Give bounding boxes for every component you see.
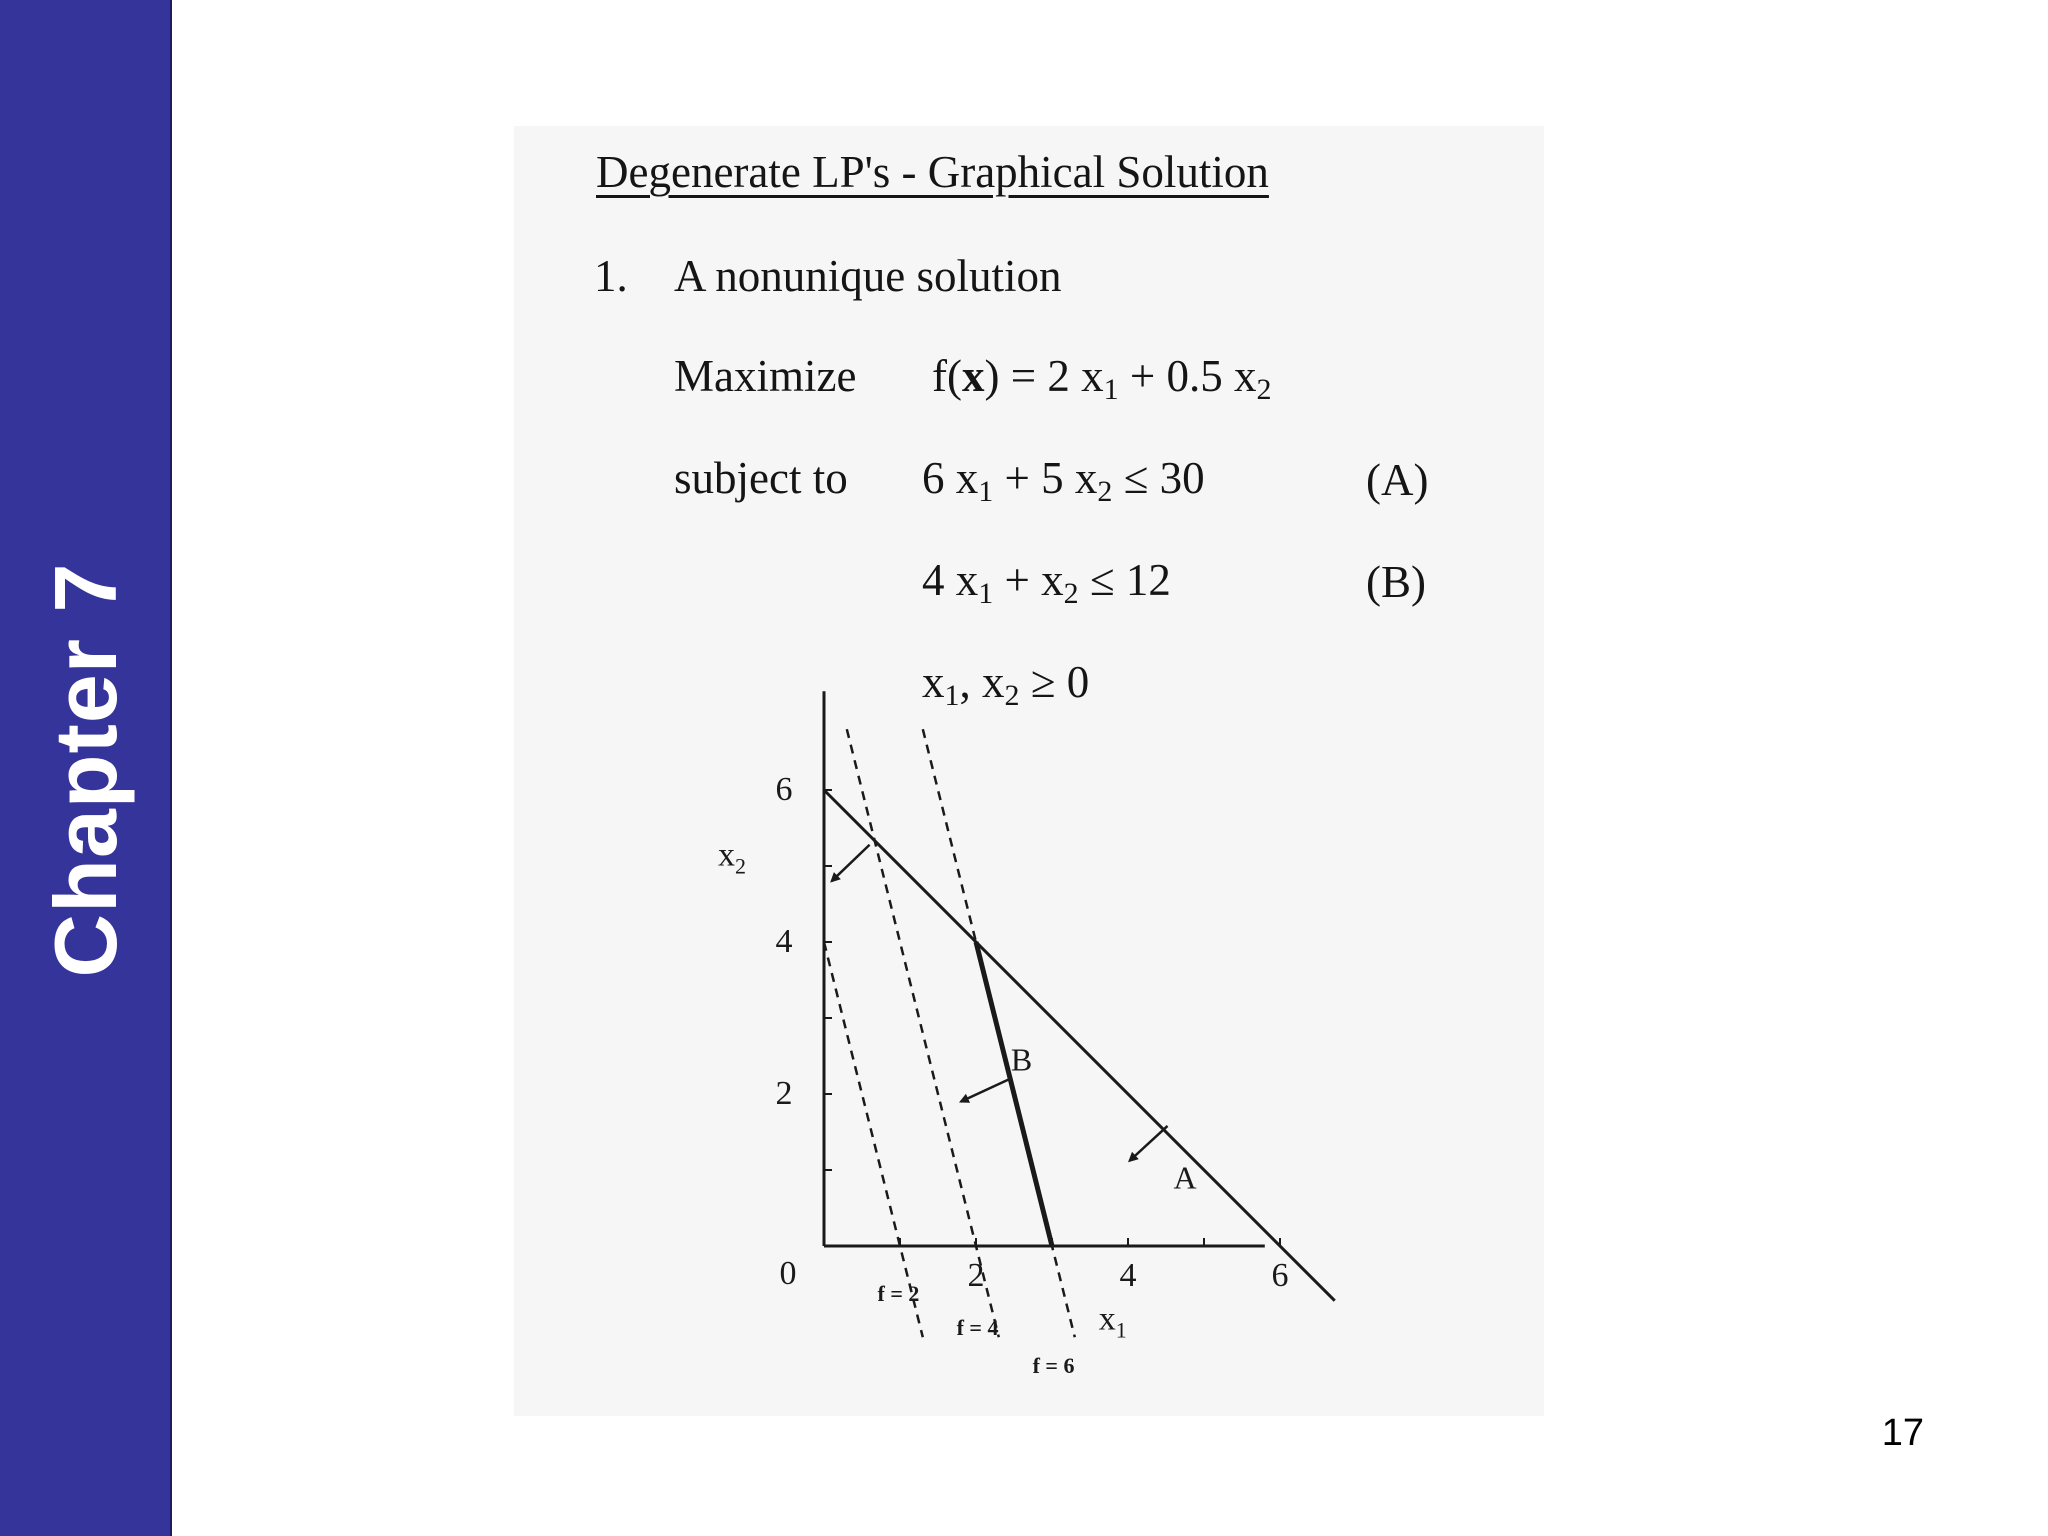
chapter-sidebar <box>0 0 172 1536</box>
constraints-keyword: subject to <box>674 453 848 503</box>
constraint-b-tag: (B) <box>1366 557 1426 607</box>
objective-mid: + 0.5 x <box>1129 351 1257 401</box>
x-axis-label-text: x <box>1098 1300 1116 1338</box>
y-tick-label: 4 <box>775 923 793 960</box>
objective-sub-2: 2 <box>1256 373 1272 406</box>
y-tick-label: 6 <box>775 771 793 808</box>
line-b-label: B <box>1010 1041 1033 1078</box>
objective-sub-1: 1 <box>1103 373 1119 406</box>
document-title: Degenerate LP's - Graphical Solution <box>596 147 1269 197</box>
y-axis-label-text: x <box>718 836 735 874</box>
f-line-label: f = 6 <box>1032 1353 1075 1378</box>
objective-lhs-f: f( <box>932 351 962 401</box>
constraint-a-pre: 6 x <box>922 453 979 503</box>
y-axis-label-sub: 2 <box>735 853 746 879</box>
nonneg-sub-1: 1 <box>944 679 960 712</box>
x-tick-label: 2 <box>967 1257 985 1294</box>
constraint-a-tag: (A) <box>1366 455 1429 505</box>
constraint-b-mid: + x <box>1004 555 1064 605</box>
constraint-a-arrow-upper <box>832 845 870 881</box>
constraint-b-arrow <box>961 1079 1010 1102</box>
objective-line-1 <box>824 942 923 1337</box>
constraint-a-mid: + 5 x <box>1004 453 1098 503</box>
x-tick-label: 6 <box>1271 1257 1289 1294</box>
objective-rhs: = 2 x <box>1010 351 1104 401</box>
objective-lhs-close: ) <box>984 351 1000 401</box>
axes-layer <box>824 691 1280 1246</box>
x-axis-label-sub: 1 <box>1115 1317 1127 1343</box>
page-number: 17 <box>1881 1412 1924 1454</box>
constraint-line-a <box>824 790 1335 1301</box>
chapter-label: Chapter 7 <box>36 562 135 978</box>
constraint-b-pre: 4 x <box>922 555 979 605</box>
f-line-label: f = 4 <box>956 1315 999 1340</box>
nonneg-pre: x <box>922 657 945 707</box>
item-number: 1. <box>594 251 628 301</box>
y-tick-label: 2 <box>775 1075 793 1112</box>
line-a-label: A <box>1173 1159 1197 1196</box>
constraint-b-post: ≤ 12 <box>1089 555 1171 605</box>
constraint-b-sub-1: 1 <box>978 577 994 610</box>
scanned-page <box>514 126 1544 1416</box>
constraint-a-post: ≤ 30 <box>1123 453 1205 503</box>
y-axis-label <box>718 837 746 880</box>
objective-lhs-x: x <box>961 351 985 401</box>
origin-label: 0 <box>779 1255 797 1292</box>
f-line-label: f = 2 <box>877 1281 920 1306</box>
x-axis-label <box>1099 1301 1127 1344</box>
nonneg-sub-2: 2 <box>1004 679 1020 712</box>
nonneg-mid: , x <box>959 657 1005 707</box>
objective-keyword: Maximize <box>674 351 857 401</box>
constraint-a-sub-2: 2 <box>1097 475 1113 508</box>
arrows-layer <box>832 845 1168 1161</box>
nonneg-post: ≥ 0 <box>1030 657 1090 707</box>
lp-graph <box>514 126 1544 1416</box>
constraint-a-sub-1: 1 <box>978 475 994 508</box>
constraint-b-sub-2: 2 <box>1063 577 1079 610</box>
constraint-a-arrow-lower <box>1130 1126 1168 1161</box>
item-heading: A nonunique solution <box>674 251 1062 301</box>
x-tick-label: 4 <box>1119 1257 1137 1294</box>
